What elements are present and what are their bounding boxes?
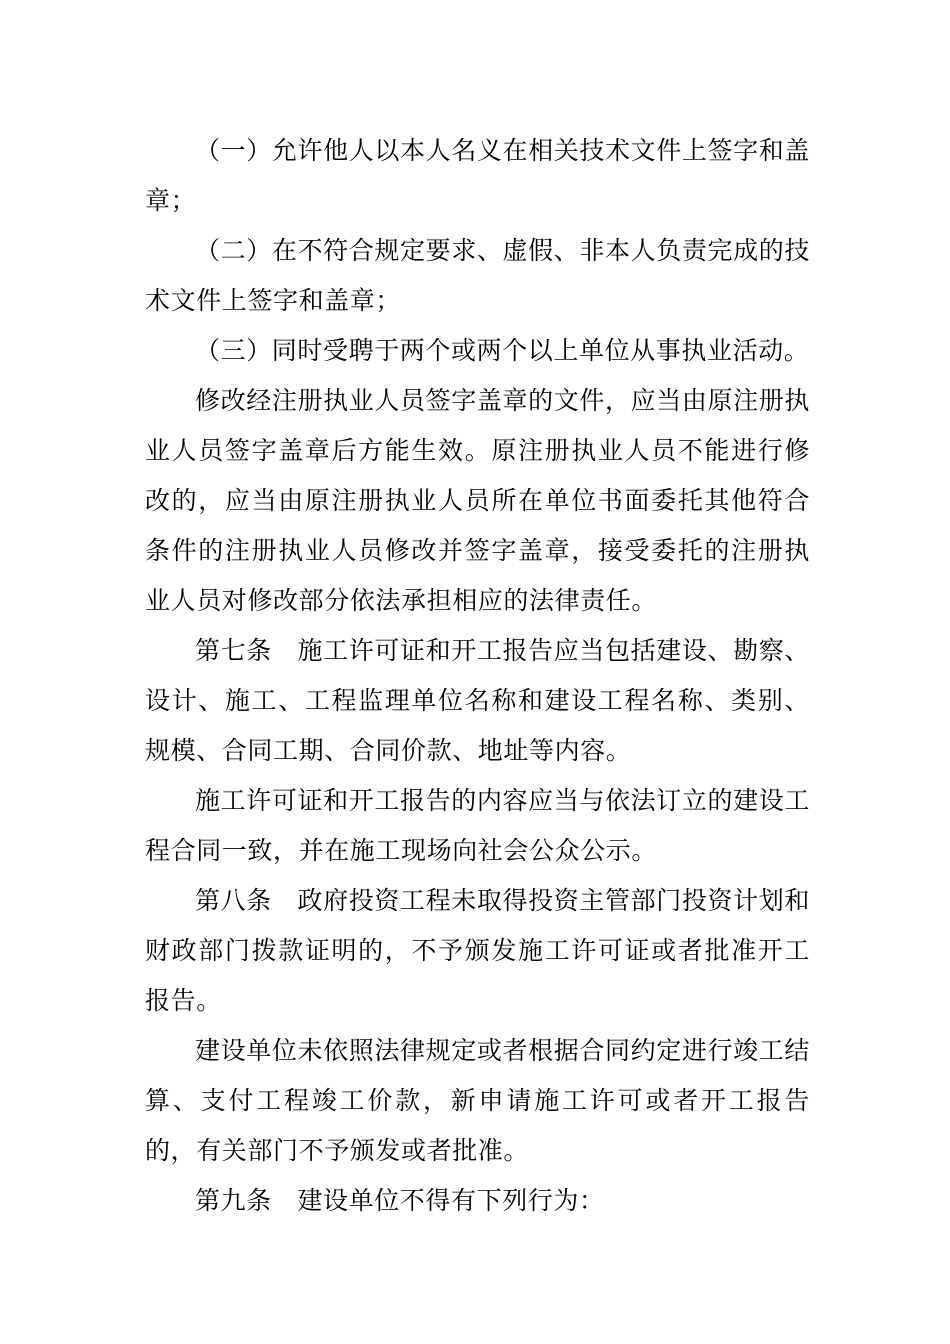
article-7: 第七条 施工许可证和开工报告应当包括建设、勘察、设计、施工、工程监理单位名称和建设工程名称、类别、规模、合同工期、合同价款、地址等内容。 [145,636,810,765]
paragraph-revision-rule: 修改经注册执业人员签字盖章的文件，应当由原注册执业人员签字盖章后方能生效。原注册执业人员不能进行修改的，应当由原注册执业人员所在单位书面委托其他符合条件的注册执业人员修改并签字盖章，接受委托的注册执业人员对修改部分依法承担相应的法律责任。 [145,386,810,615]
paragraph-item-3: （三）同时受聘于两个或两个以上单位从事执业活动。 [195,336,810,365]
article-8: 第八条 政府投资工程未取得投资主管部门投资计划和财政部门拨款证明的，不予颁发施工许可证或者批准开工报告。 [145,886,810,1015]
article-9: 第九条 建设单位不得有下列行为： [195,1186,605,1215]
article-7-publicity: 施工许可证和开工报告的内容应当与依法订立的建设工程合同一致，并在施工现场向社会公众公示。 [145,786,810,865]
article-8-settlement: 建设单位未依照法律规定或者根据合同约定进行竣工结算、支付工程竣工价款，新申请施工许可或者开工报告的，有关部门不予颁发或者批准。 [145,1036,810,1165]
document-body [145,126,810,1226]
paragraph-item-2: （二）在不符合规定要求、虚假、非本人负责完成的技术文件上签字和盖章； [145,236,810,315]
paragraph-item-1: （一）允许他人以本人名义在相关技术文件上签字和盖章； [145,136,810,215]
